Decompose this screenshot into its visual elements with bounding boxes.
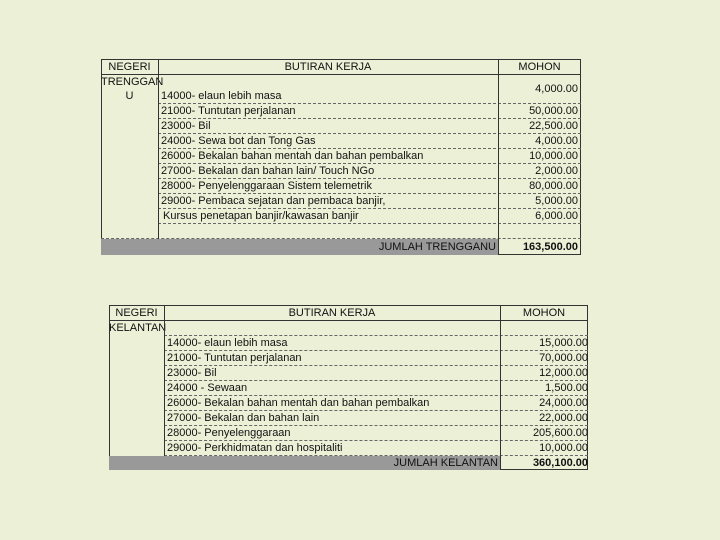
item-amount: 2,000.00 (535, 165, 578, 177)
item-desc: 26000- Bekalan bahan mentah dan bahan pembalkan (167, 397, 430, 409)
item-desc: 24000- Sewa bot dan Tong Gas (161, 135, 316, 147)
column-divider (164, 305, 165, 456)
mohon-header: MOHON (518, 61, 561, 73)
table-row (158, 178, 581, 194)
header-row (109, 305, 588, 321)
item-desc: 28000- Penyelenggaraan Sistem telemetrik (161, 180, 372, 192)
item-desc: 14000- elaun lebih masa (167, 337, 288, 349)
state-name-line-1: TRENGGAN (101, 76, 164, 88)
table-row (164, 425, 588, 441)
table-row (164, 410, 588, 426)
item-amount: 4,000.00 (535, 135, 578, 147)
table-row (158, 193, 581, 209)
item-amount: 50,000.00 (529, 105, 578, 117)
total-amount: 163,500.00 (522, 241, 578, 253)
table-row (158, 163, 581, 179)
item-amount: 10,000.00 (529, 150, 578, 162)
table-row (158, 208, 581, 224)
header-row (101, 59, 581, 75)
negeri-header: NEGERI (108, 61, 151, 73)
state-name-line-1: KELANTAN (109, 322, 167, 334)
table-row (158, 118, 581, 134)
item-desc: 27000- Bekalan dan bahan lain/ Touch NGo (161, 165, 375, 177)
trengganu-table (101, 59, 581, 255)
total-amount: 360,100.00 (532, 457, 588, 469)
item-amount: 15,000.00 (539, 337, 588, 349)
item-desc: 23000- Bil (167, 367, 217, 379)
item-amount: 10,000.00 (539, 442, 588, 454)
total-label: JUMLAH KELANTAN (393, 457, 498, 469)
item-desc: 21000- Tuntutan perjalanan (167, 352, 302, 364)
table-row (164, 335, 588, 351)
mohon-header: MOHON (522, 307, 566, 319)
item-amount: 205,600.00 (532, 427, 588, 439)
item-amount: 5,000.00 (535, 195, 578, 207)
item-desc: 29000- Pembaca sejatan dan pembaca banjir, (161, 195, 386, 207)
negeri-header: NEGERI (115, 307, 158, 319)
item-amount: 6,000.00 (535, 210, 578, 222)
item-amount: 4,000.00 (535, 83, 578, 95)
table-row (158, 74, 581, 104)
item-desc: 14000- elaun lebih masa (161, 90, 282, 102)
table-row (164, 395, 588, 411)
item-amount: 80,000.00 (529, 180, 578, 192)
item-desc: 21000- Tuntutan perjalanan (161, 105, 296, 117)
table-row (164, 365, 588, 381)
item-desc: 23000- Bil (161, 120, 211, 132)
table-row (164, 350, 588, 366)
empty-row (164, 320, 588, 336)
table-row (158, 148, 581, 164)
kelantan-table (109, 305, 588, 470)
table-row (164, 380, 588, 396)
table-row (164, 440, 588, 456)
butiran-header: BUTIRAN KERJA (284, 61, 372, 73)
item-desc: 29000- Perkhidmatan dan hospitaliti (167, 442, 343, 454)
butiran-header: BUTIRAN KERJA (288, 307, 376, 319)
state-name-line-2: U (125, 90, 134, 102)
item-desc: 27000- Bekalan dan bahan lain (167, 412, 320, 424)
item-desc: 28000- Penyelenggaraan (167, 427, 291, 439)
item-amount: 24,000.00 (539, 397, 588, 409)
column-divider (500, 305, 501, 470)
item-desc: Kursus penetapan banjir/kawasan banjir (163, 210, 359, 222)
item-amount: 22,000.00 (539, 412, 588, 424)
total-label: JUMLAH TRENGGANU (378, 241, 496, 253)
table-row (158, 133, 581, 149)
item-amount: 12,000.00 (539, 367, 588, 379)
table-row (158, 103, 581, 119)
column-divider (498, 59, 499, 255)
item-desc: 24000 - Sewaan (167, 382, 248, 394)
item-desc: 26000- Bekalan bahan mentah dan bahan pembalkan (161, 150, 424, 162)
item-amount: 1,500.00 (545, 382, 588, 394)
item-amount: 70,000.00 (539, 352, 588, 364)
empty-row (101, 223, 581, 239)
column-divider (158, 59, 159, 239)
item-amount: 22,500.00 (529, 120, 578, 132)
